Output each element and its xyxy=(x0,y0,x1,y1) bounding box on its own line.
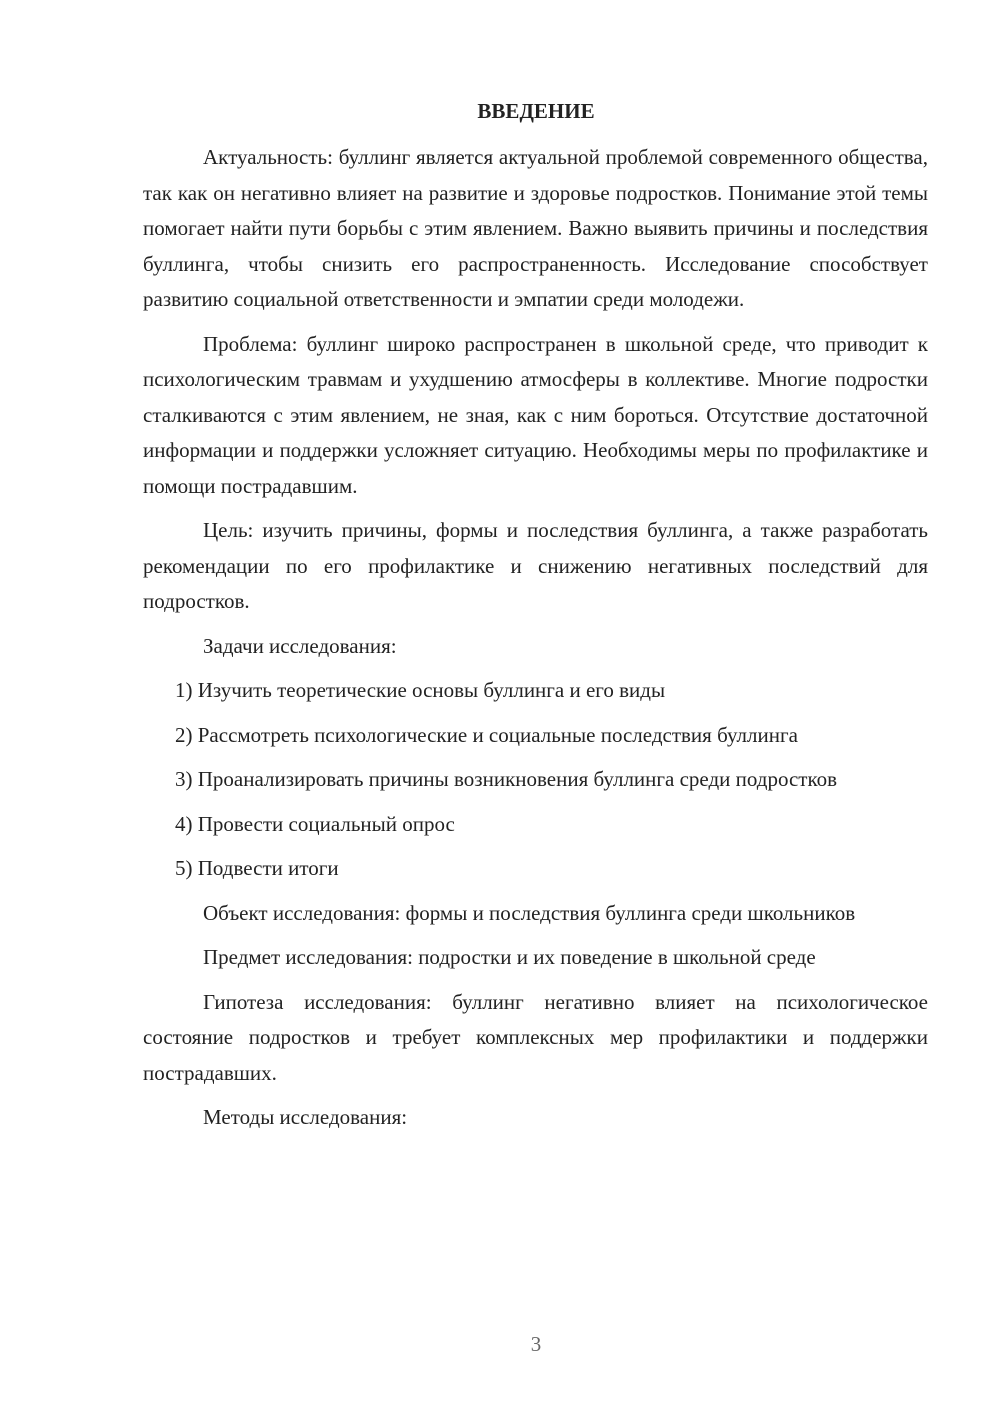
paragraph-problem: Проблема: буллинг широко распространен в школьной среде, что приводит к психологическим травмам и ухудшению атмосферы в коллективе. Многие подростки сталкиваются с этим явлением, не зная, как с ним бороться. Отсутствие достаточной информации и поддержки усложняет ситуацию. Необходимы меры по профилактике и помощи пострадавшим. xyxy=(143,331,928,498)
task-item-3: 3) Проанализировать причины возникновения буллинга среди подростков xyxy=(175,767,838,791)
paragraph-subject: Предмет исследования: подростки и их поведение в школьной среде xyxy=(203,945,816,969)
page-number: 3 xyxy=(530,1332,542,1356)
task-item-4: 4) Провести социальный опрос xyxy=(175,811,455,836)
task-item-2: 2) Рассмотреть психологические и социальные последствия буллинга xyxy=(175,722,798,747)
task-item-5: 5) Подвести итоги xyxy=(175,856,339,880)
paragraph-methods: Методы исследования: xyxy=(203,1105,408,1129)
paragraph-goal: Цель: изучить причины, формы и последствия буллинга, а также разработать рекомендации по его профилактике и снижению негативных последствий для подростков. xyxy=(143,518,928,613)
paragraph-relevance: Актуальность: буллинг является актуальной проблемой современного общества, так как он негативно влияет на развитие и здоровье подростков. Понимание этой темы помогает найти пути борьбы с этим явлением. Важно выявить причины и последствия буллинга, чтобы снизить его распространенность. Исследование способствует развитию социальной ответственности и эмпатии среди молодежи. xyxy=(143,145,928,311)
paragraph-object: Объект исследования: формы и последствия буллинга среди школьников xyxy=(203,900,856,925)
paragraph-tasks-heading: Задачи исследования: xyxy=(203,633,397,658)
section-title: ВВЕДЕНИЕ xyxy=(477,99,595,123)
task-item-1: 1) Изучить теоретические основы буллинга и его виды xyxy=(175,678,666,702)
paragraph-hypothesis: Гипотеза исследования: буллинг негативно влияет на психологическое состояние подростков и требует комплексных мер профилактики и поддержки пострадавших. xyxy=(143,989,928,1085)
document-body xyxy=(143,140,928,1145)
